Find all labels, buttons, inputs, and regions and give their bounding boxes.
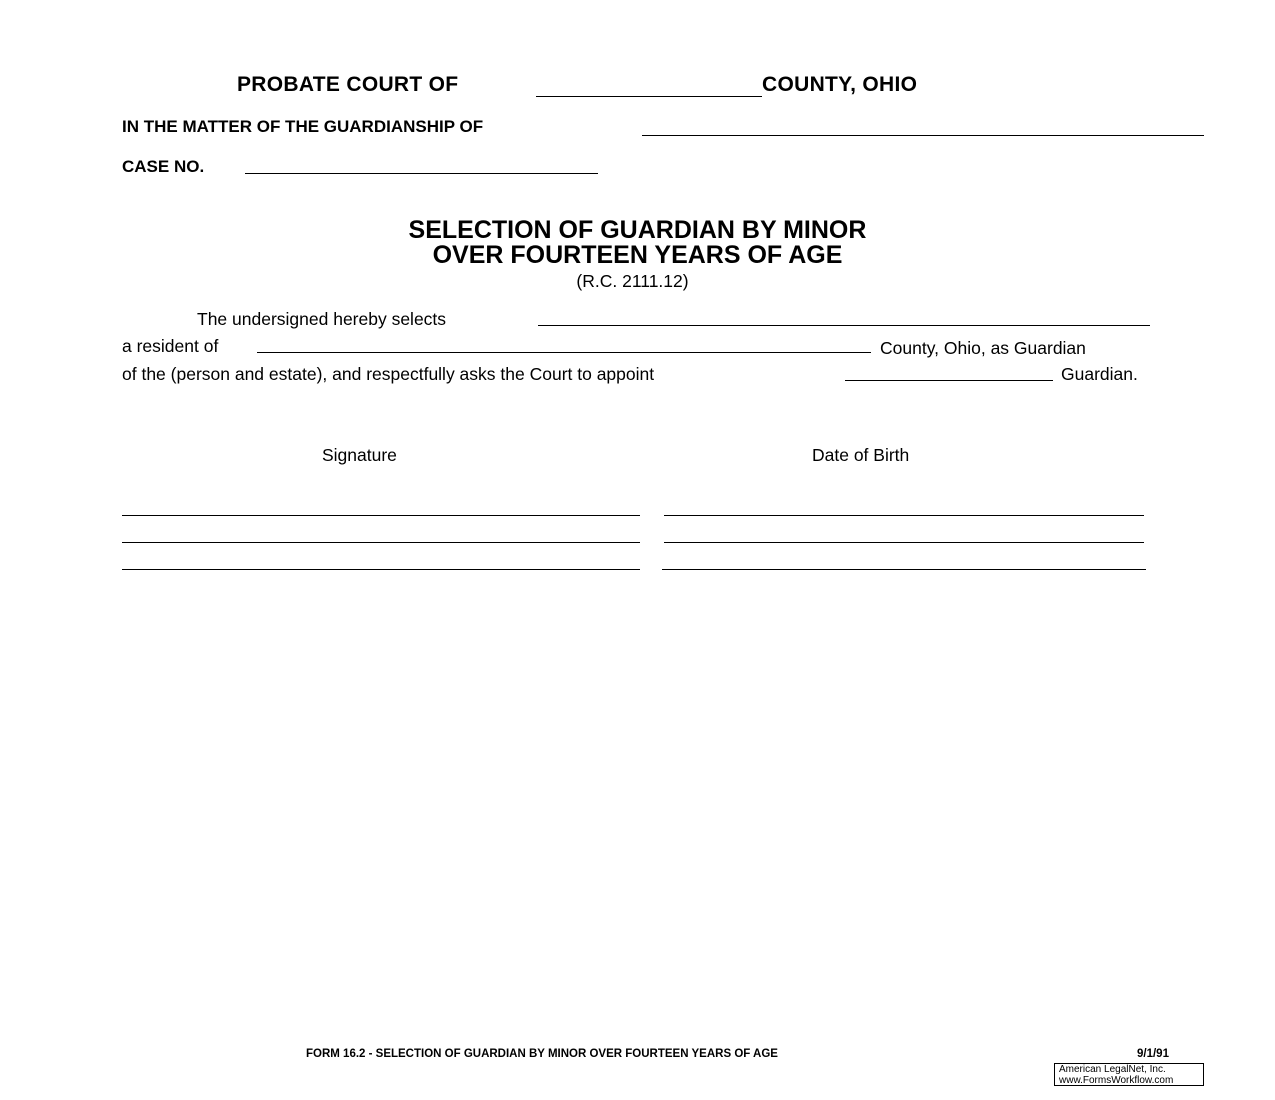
- publisher-stamp: [1054, 1063, 1204, 1086]
- guardian-type-field[interactable]: [845, 380, 1053, 381]
- case-label: CASE NO.: [122, 157, 205, 176]
- title-line-1: SELECTION OF GUARDIAN BY MINOR: [408, 216, 867, 244]
- body-line-1: The undersigned hereby selects: [197, 309, 447, 329]
- dob-field-3[interactable]: [662, 569, 1146, 570]
- signature-field-1[interactable]: [122, 515, 640, 516]
- resident-county-field[interactable]: [257, 352, 871, 353]
- body-line-2-suffix: County, Ohio, as Guardian: [880, 338, 1086, 358]
- publisher-line-1: American LegalNet, Inc.: [1059, 1064, 1166, 1075]
- guardian-name-field[interactable]: [538, 325, 1150, 326]
- court-suffix: COUNTY, OHIO: [762, 73, 918, 96]
- publisher-line-2: www.FormsWorkflow.com: [1059, 1075, 1174, 1086]
- case-number-field[interactable]: [245, 173, 598, 174]
- dob-label: Date of Birth: [812, 445, 910, 465]
- court-prefix: PROBATE COURT OF: [237, 73, 459, 96]
- ward-name-field[interactable]: [642, 135, 1204, 136]
- dob-field-2[interactable]: [664, 542, 1144, 543]
- matter-label: IN THE MATTER OF THE GUARDIANSHIP OF: [122, 117, 484, 136]
- signature-field-3[interactable]: [122, 569, 640, 570]
- signature-field-2[interactable]: [122, 542, 640, 543]
- footer-date: 9/1/91: [1137, 1048, 1169, 1060]
- county-field[interactable]: [536, 96, 762, 97]
- dob-field-1[interactable]: [664, 515, 1144, 516]
- signature-label: Signature: [322, 445, 397, 465]
- title-line-2: OVER FOURTEEN YEARS OF AGE: [432, 241, 843, 269]
- body-line-3-prefix: of the (person and estate), and respectfully asks the Court to appoint: [122, 364, 655, 384]
- body-line-2-prefix: a resident of: [122, 336, 219, 356]
- footer-form-title: FORM 16.2 - SELECTION OF GUARDIAN BY MINOR OVER FOURTEEN YEARS OF AGE: [306, 1048, 778, 1060]
- statute-reference: (R.C. 2111.12): [576, 271, 689, 291]
- body-line-3-suffix: Guardian.: [1061, 364, 1138, 384]
